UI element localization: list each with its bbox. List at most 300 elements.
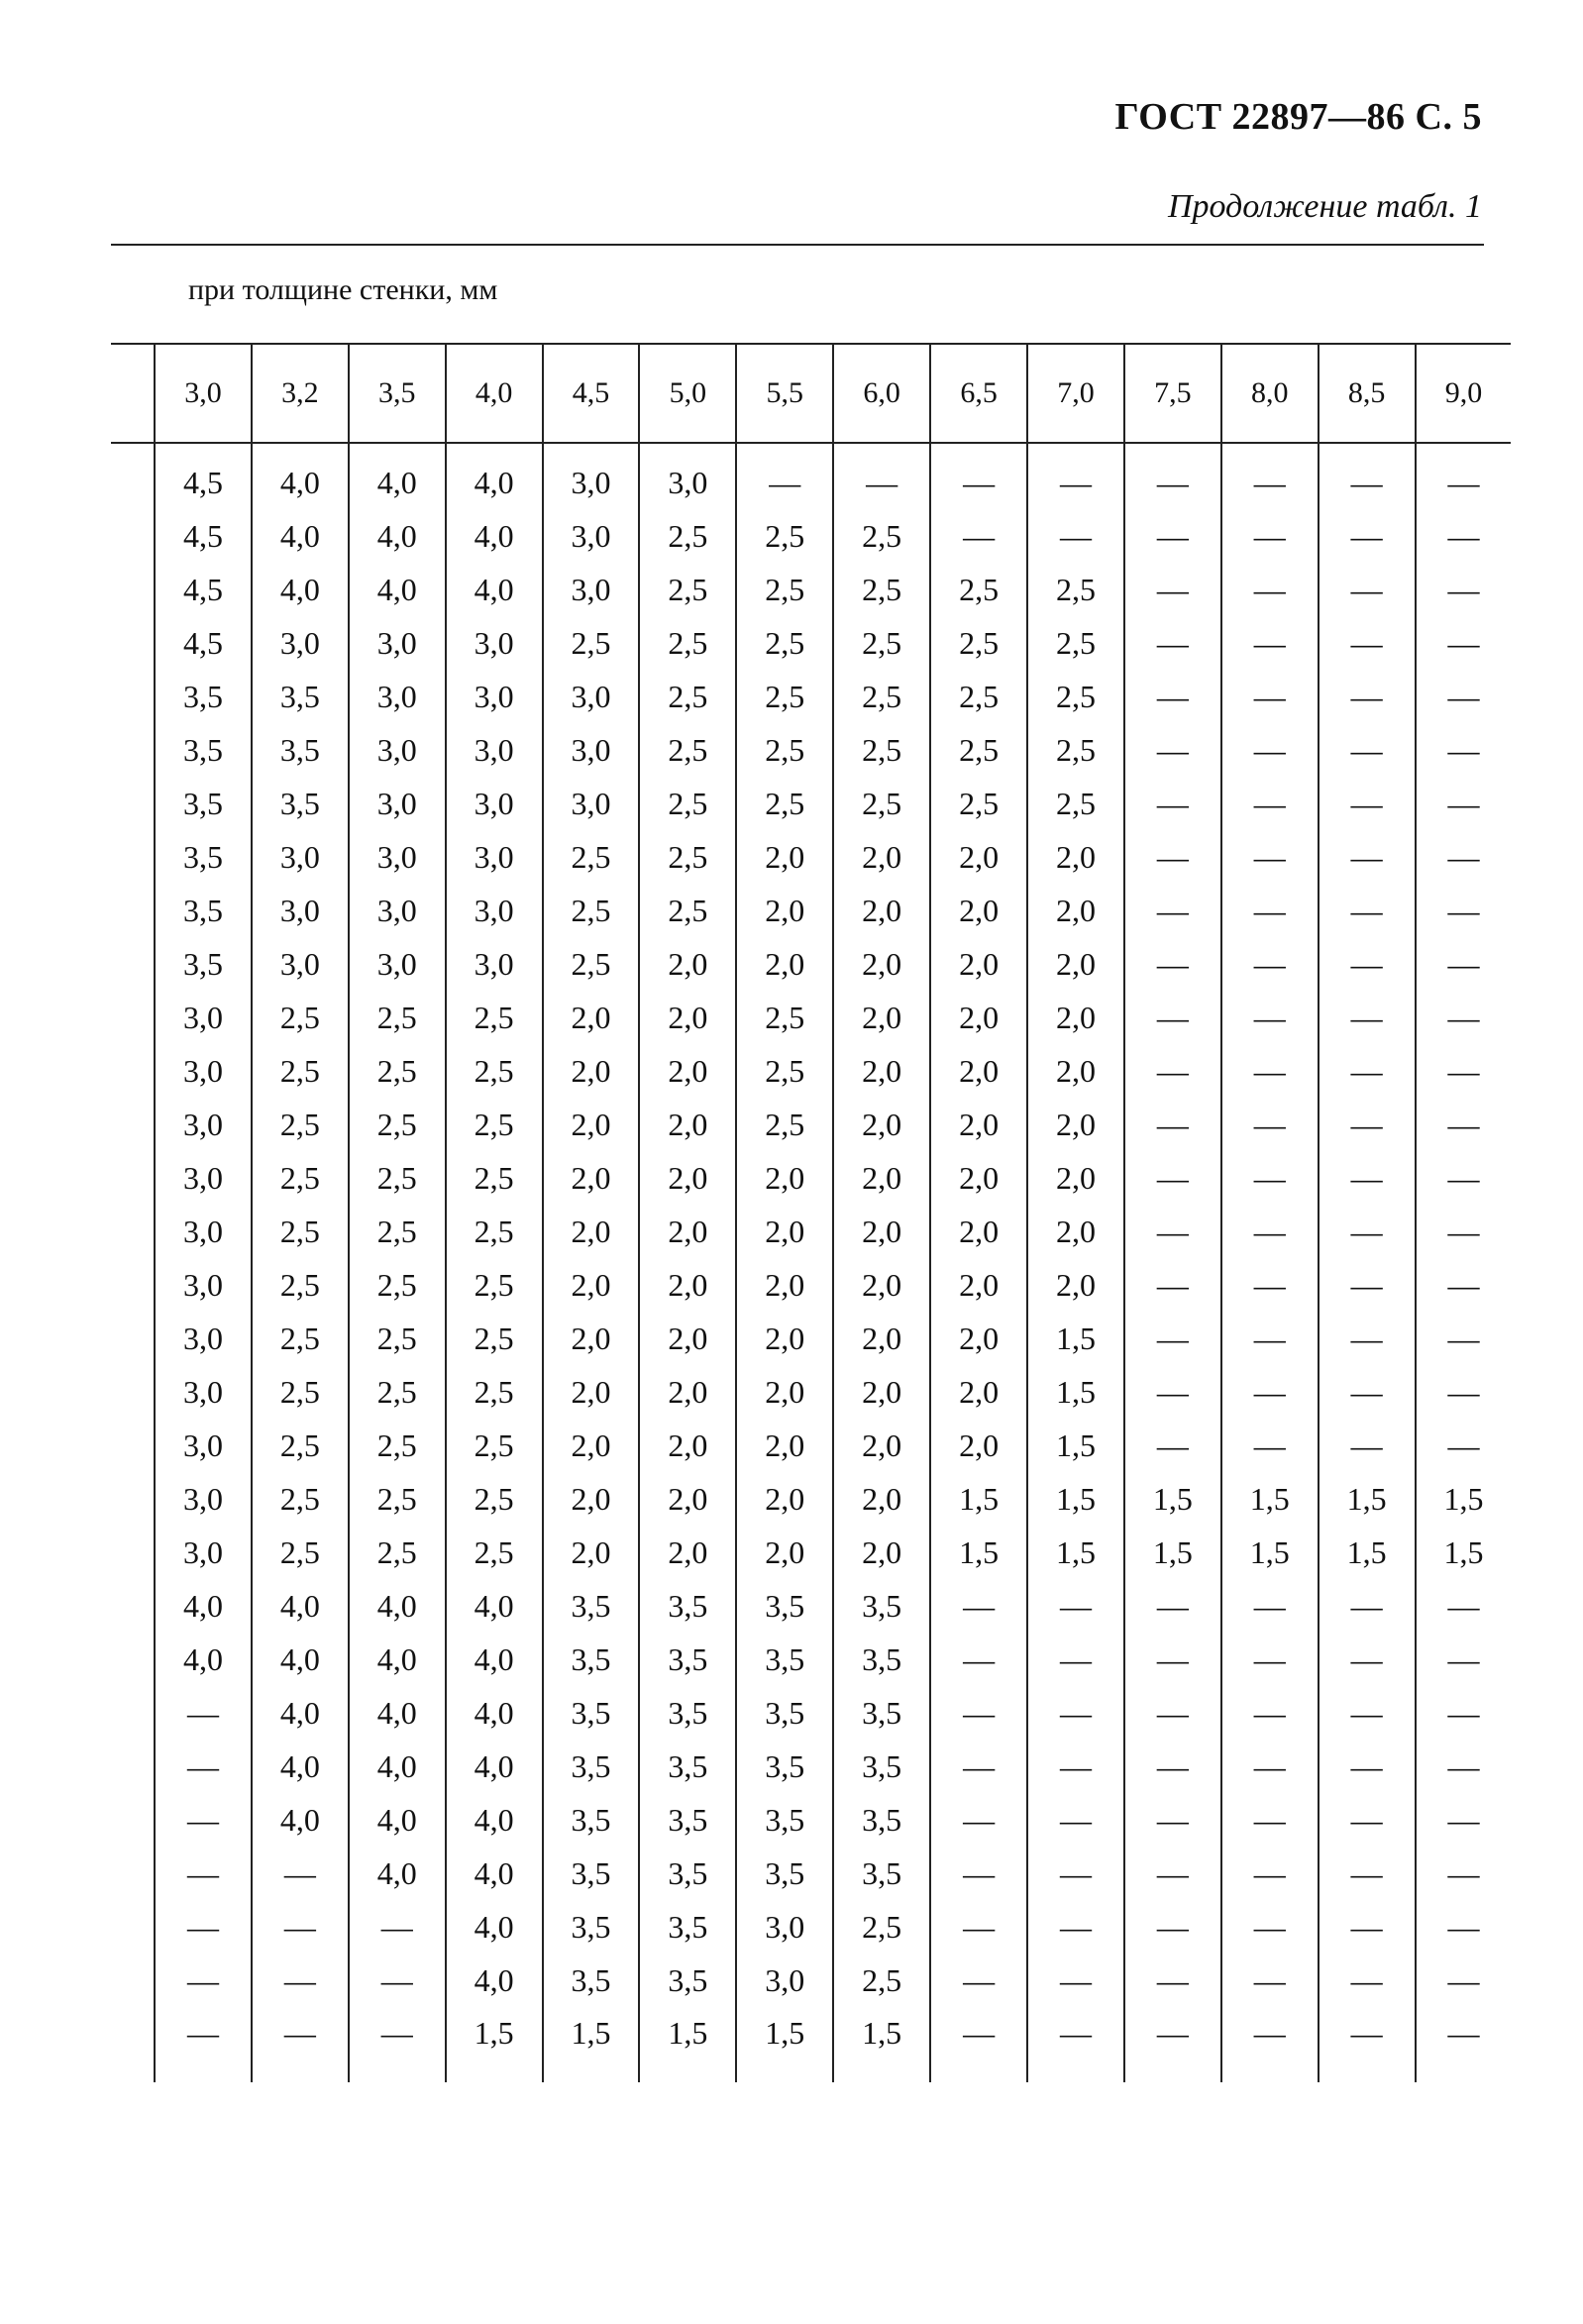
table-cell: 3,0 (349, 616, 446, 670)
table-row (155, 563, 1511, 616)
table-cell: 2,5 (252, 1044, 349, 1098)
table-cell: 2,0 (543, 1044, 640, 1098)
table-cell: 3,5 (833, 1579, 930, 1633)
table-cell: 3,0 (543, 509, 640, 563)
table-row (155, 1365, 1511, 1419)
table-cell: 2,5 (543, 937, 640, 991)
table-cell: 2,0 (543, 1472, 640, 1526)
table-cell: — (930, 1633, 1027, 1686)
table-cell: — (252, 2007, 349, 2082)
table-cell: 3,5 (543, 1740, 640, 1793)
table-cell: 3,5 (543, 1793, 640, 1847)
table-cell: — (1319, 1954, 1416, 2007)
table-cell: 2,5 (736, 1044, 833, 1098)
table-cell: 2,0 (930, 884, 1027, 937)
table-cell: 3,5 (639, 1740, 736, 1793)
table-cell: — (1221, 991, 1319, 1044)
table-cell: — (1221, 937, 1319, 991)
table-cell: 2,0 (736, 830, 833, 884)
table-cell: 4,0 (349, 1847, 446, 1900)
table-cell: — (349, 2007, 446, 2082)
table-cell: — (1124, 1633, 1221, 1686)
table-cell: 3,5 (833, 1793, 930, 1847)
table-cell: 2,0 (833, 991, 930, 1044)
table-cell: — (1416, 937, 1512, 991)
table-cell: 2,0 (639, 1365, 736, 1419)
table-cell: 3,0 (155, 1044, 252, 1098)
table-cell: — (1221, 1258, 1319, 1312)
table-cell: — (1319, 563, 1416, 616)
table-cell: 4,0 (349, 1579, 446, 1633)
table-cell: — (1124, 884, 1221, 937)
table-cell: 4,0 (446, 1847, 543, 1900)
table-cell: 2,5 (1027, 723, 1124, 777)
table-cell: — (1124, 1205, 1221, 1258)
table-cell: 2,0 (736, 937, 833, 991)
column-header: 9,0 (1416, 344, 1512, 443)
table-cell: 2,0 (736, 884, 833, 937)
table-cell: 4,0 (446, 1900, 543, 1954)
table-row (155, 1579, 1511, 1633)
table-cell: 2,0 (1027, 1151, 1124, 1205)
table-cell: 1,5 (930, 1526, 1027, 1579)
table-cell: 3,0 (155, 1205, 252, 1258)
table-cell: 4,0 (252, 1579, 349, 1633)
table-cell: 3,5 (155, 723, 252, 777)
table-cell: 2,0 (736, 1205, 833, 1258)
table-cell: 2,5 (930, 723, 1027, 777)
table-cell: 2,0 (833, 937, 930, 991)
table-cell: — (1319, 1686, 1416, 1740)
table-cell: 3,0 (155, 1365, 252, 1419)
table-row (155, 1847, 1511, 1900)
stub-rule-bottom (111, 442, 156, 444)
table-cell: — (1027, 1740, 1124, 1793)
table-cell: 3,0 (349, 937, 446, 991)
table-cell: — (1319, 777, 1416, 830)
table-cell: 2,0 (639, 1526, 736, 1579)
table-cell: — (349, 1900, 446, 1954)
table-cell: — (1319, 1151, 1416, 1205)
table-cell: 3,0 (446, 830, 543, 884)
table-row (155, 991, 1511, 1044)
table-cell: 3,0 (155, 1258, 252, 1312)
table-cell: — (1319, 1312, 1416, 1365)
table-cell: — (155, 2007, 252, 2082)
table-cell: — (1416, 443, 1512, 509)
table-cell: — (930, 1686, 1027, 1740)
column-header: 5,0 (639, 344, 736, 443)
table-cell: — (1416, 1312, 1512, 1365)
table-cell: 3,0 (543, 723, 640, 777)
table-cell: 1,5 (1416, 1526, 1512, 1579)
table-cell: — (1221, 1419, 1319, 1472)
table-cell: 2,5 (833, 670, 930, 723)
table-cell: 2,5 (833, 723, 930, 777)
table-cell: 3,0 (349, 830, 446, 884)
table-cell: — (1221, 1686, 1319, 1740)
table-cell: — (1027, 1579, 1124, 1633)
table-cell: — (930, 443, 1027, 509)
table-cell: — (155, 1954, 252, 2007)
table-cell: 2,5 (349, 1044, 446, 1098)
table-cell: — (1319, 1633, 1416, 1686)
table-cell: 3,0 (349, 777, 446, 830)
table-cell: — (1416, 1365, 1512, 1419)
table-cell: — (1416, 1793, 1512, 1847)
table-cell: 2,0 (1027, 937, 1124, 991)
table-cell: 2,5 (349, 1472, 446, 1526)
table-cell: — (1221, 777, 1319, 830)
table-cell: — (1124, 1258, 1221, 1312)
table-cell: — (1416, 991, 1512, 1044)
table-cell: 2,5 (639, 723, 736, 777)
table-cell: — (1416, 563, 1512, 616)
table-cell: 3,5 (736, 1740, 833, 1793)
table-cell: 2,0 (833, 830, 930, 884)
table-cell: — (1416, 1044, 1512, 1098)
table-cell: 3,5 (252, 723, 349, 777)
table-cell: 3,0 (446, 670, 543, 723)
table-cell: 3,5 (252, 670, 349, 723)
table-cell: — (1124, 670, 1221, 723)
table-cell: 3,5 (543, 1847, 640, 1900)
table-cell: 4,0 (252, 1633, 349, 1686)
table-cell: 3,0 (155, 1472, 252, 1526)
table-cell: — (1319, 616, 1416, 670)
table-cell: — (1221, 884, 1319, 937)
table-cell: 2,0 (736, 1151, 833, 1205)
table-cell: 3,5 (639, 1847, 736, 1900)
table-cell: — (1319, 1740, 1416, 1793)
table-cell: 3,5 (543, 1954, 640, 2007)
table-cell: 1,5 (639, 2007, 736, 2082)
table-cell: 4,0 (446, 1579, 543, 1633)
table-cell: — (155, 1900, 252, 1954)
table-cell: 2,0 (833, 1365, 930, 1419)
table-cell: 3,5 (736, 1793, 833, 1847)
table-cell: 2,0 (639, 1419, 736, 1472)
table-cell: 2,0 (543, 1258, 640, 1312)
table-cell: 2,5 (349, 1205, 446, 1258)
table-cell: — (155, 1740, 252, 1793)
table-cell: — (1416, 1686, 1512, 1740)
table-cell: — (252, 1954, 349, 2007)
table-cell: 1,5 (833, 2007, 930, 2082)
table-cell: — (1027, 443, 1124, 509)
table-cell: — (1124, 1044, 1221, 1098)
table-cell: 2,5 (349, 1365, 446, 1419)
table-cell: 2,0 (930, 1258, 1027, 1312)
table-row (155, 443, 1511, 509)
table-cell: — (1221, 1740, 1319, 1793)
table-cell: 3,5 (543, 1686, 640, 1740)
table-cell: 2,0 (639, 1312, 736, 1365)
table-cell: 2,0 (930, 1205, 1027, 1258)
table-cell: — (1124, 443, 1221, 509)
table-cell: 3,5 (155, 670, 252, 723)
table-cell: 2,0 (1027, 1205, 1124, 1258)
table-continuation-label: Продолжение табл. 1 (1167, 188, 1482, 225)
table-header-row (155, 344, 1511, 443)
table-cell: — (1416, 1847, 1512, 1900)
table-cell: — (1416, 1740, 1512, 1793)
table-cell: 3,5 (639, 1633, 736, 1686)
table-cell: 2,0 (833, 884, 930, 937)
table-cell: 2,5 (349, 1526, 446, 1579)
table-cell: 2,5 (349, 1098, 446, 1151)
table-cell: 4,5 (155, 616, 252, 670)
table-cell: — (1416, 1419, 1512, 1472)
table-cell: — (1124, 1900, 1221, 1954)
table-cell: 2,0 (833, 1098, 930, 1151)
table-cell: 4,0 (252, 1793, 349, 1847)
table-cell: 2,5 (833, 616, 930, 670)
column-header: 5,5 (736, 344, 833, 443)
table-row (155, 1419, 1511, 1472)
table-cell: — (252, 1900, 349, 1954)
table-cell: — (1221, 1365, 1319, 1419)
table-cell: — (1416, 616, 1512, 670)
table-cell: — (1221, 1312, 1319, 1365)
table-cell: 2,5 (736, 991, 833, 1044)
table-cell: — (1124, 509, 1221, 563)
table-cell: — (349, 1954, 446, 2007)
table-cell: 2,5 (446, 1098, 543, 1151)
table-cell: 4,0 (349, 1740, 446, 1793)
column-header: 6,0 (833, 344, 930, 443)
table-cell: 2,5 (349, 991, 446, 1044)
table-cell: 2,5 (252, 991, 349, 1044)
table-cell: 4,5 (155, 563, 252, 616)
table-cell: 2,0 (543, 1151, 640, 1205)
table-cell: — (1221, 1044, 1319, 1098)
table-cell: 2,0 (543, 1312, 640, 1365)
table-cell: — (1319, 1258, 1416, 1312)
table-cell: 3,0 (543, 670, 640, 723)
table-cell: 3,5 (639, 1900, 736, 1954)
table-cell: — (1416, 1579, 1512, 1633)
table-cell: 2,0 (930, 1365, 1027, 1419)
table-cell: 3,0 (736, 1954, 833, 2007)
table-cell: — (1319, 443, 1416, 509)
table-cell: 2,0 (1027, 1044, 1124, 1098)
table-cell: — (1221, 1633, 1319, 1686)
table-cell: — (1221, 509, 1319, 563)
table-cell: 3,0 (446, 777, 543, 830)
table-cell: — (1319, 1365, 1416, 1419)
table-cell: — (1124, 1365, 1221, 1419)
table-cell: — (155, 1686, 252, 1740)
table-cell: 4,0 (446, 1686, 543, 1740)
table-cell: 3,5 (736, 1686, 833, 1740)
table-cell: — (1416, 509, 1512, 563)
table-cell: 4,0 (446, 563, 543, 616)
table-cell: 3,0 (252, 937, 349, 991)
table-cell: — (1027, 1900, 1124, 1954)
table-cell: — (1124, 1740, 1221, 1793)
table-cell: 3,5 (155, 777, 252, 830)
table-cell: 3,0 (543, 443, 640, 509)
table-cell: — (1221, 2007, 1319, 2082)
table-cell: — (930, 1740, 1027, 1793)
table-cell: — (1416, 1954, 1512, 2007)
table-cell: 2,0 (1027, 1258, 1124, 1312)
table-cell: 3,0 (155, 1526, 252, 1579)
table-cell: 3,0 (252, 830, 349, 884)
table-cell: 4,0 (446, 1954, 543, 2007)
table-cell: 2,5 (833, 1900, 930, 1954)
table-cell: 3,5 (155, 937, 252, 991)
table-cell: 2,5 (446, 1419, 543, 1472)
table-cell: 4,0 (349, 1686, 446, 1740)
table-cell: 2,5 (446, 991, 543, 1044)
table-cell: 2,5 (543, 830, 640, 884)
column-header: 8,5 (1319, 344, 1416, 443)
table-cell: — (1221, 830, 1319, 884)
table-cell: 2,5 (639, 616, 736, 670)
table-cell: 2,5 (833, 1954, 930, 2007)
table-cell: 2,0 (736, 1419, 833, 1472)
table-cell: 2,0 (833, 1151, 930, 1205)
column-header: 3,0 (155, 344, 252, 443)
table-cell: 3,5 (639, 1954, 736, 2007)
table-cell: — (1221, 563, 1319, 616)
column-header: 7,0 (1027, 344, 1124, 443)
table-cell: 4,0 (155, 1579, 252, 1633)
table-cell: 2,0 (833, 1526, 930, 1579)
table-cell: 3,5 (639, 1579, 736, 1633)
table-cell: — (1124, 1847, 1221, 1900)
table-cell: 2,0 (639, 1044, 736, 1098)
table-cell: 3,0 (349, 670, 446, 723)
table-cell: — (930, 509, 1027, 563)
table-row (155, 1954, 1511, 2007)
table-row (155, 670, 1511, 723)
table-cell: 2,0 (930, 1098, 1027, 1151)
table-cell: 2,5 (349, 1151, 446, 1205)
table-cell: — (1319, 1205, 1416, 1258)
table-cell: 2,0 (639, 937, 736, 991)
table-cell: 2,5 (736, 777, 833, 830)
table-cell: — (1221, 1205, 1319, 1258)
table-cell: 4,0 (349, 1793, 446, 1847)
table-cell: 2,5 (639, 830, 736, 884)
table-cell: 2,5 (736, 723, 833, 777)
table-cell: 4,0 (446, 1633, 543, 1686)
table-cell: — (1221, 1098, 1319, 1151)
table-cell: 2,5 (930, 777, 1027, 830)
table-cell: — (1416, 830, 1512, 884)
table-cell: 1,5 (1027, 1365, 1124, 1419)
table-cell: 2,0 (639, 1098, 736, 1151)
table-row (155, 937, 1511, 991)
table-cell: — (1319, 1847, 1416, 1900)
table-cell: 4,0 (155, 1633, 252, 1686)
table-cell: 2,0 (543, 1098, 640, 1151)
table-cell: 4,0 (446, 509, 543, 563)
table-cell: 3,5 (543, 1579, 640, 1633)
table-cell: 2,5 (639, 777, 736, 830)
table-cell: — (1124, 1686, 1221, 1740)
table-cell: 2,0 (1027, 991, 1124, 1044)
table-row (155, 1044, 1511, 1098)
table-caption: при толщине стенки, мм (188, 273, 498, 306)
table-cell: 1,5 (1221, 1472, 1319, 1526)
table-cell: — (930, 1847, 1027, 1900)
table-cell: — (1124, 937, 1221, 991)
table-cell: — (1221, 616, 1319, 670)
table-row (155, 1151, 1511, 1205)
table-cell: 2,5 (543, 616, 640, 670)
table-cell: 2,5 (446, 1472, 543, 1526)
table-cell: — (1319, 723, 1416, 777)
table-cell: 3,0 (446, 884, 543, 937)
table-cell: 2,0 (833, 1258, 930, 1312)
table-cell: — (1027, 1847, 1124, 1900)
table-cell: 3,0 (349, 723, 446, 777)
table-cell: — (1124, 723, 1221, 777)
table-row (155, 1472, 1511, 1526)
table-cell: 1,5 (930, 1472, 1027, 1526)
table-cell: — (1416, 1633, 1512, 1686)
table-cell: — (930, 1579, 1027, 1633)
table-cell: 2,5 (833, 563, 930, 616)
table-cell: 3,5 (736, 1847, 833, 1900)
table-cell: — (1416, 723, 1512, 777)
table-cell: 3,0 (155, 1151, 252, 1205)
table-row (155, 1793, 1511, 1847)
table-cell: 3,5 (833, 1686, 930, 1740)
table-cell: — (1124, 2007, 1221, 2082)
table-cell: 3,5 (543, 1633, 640, 1686)
table-cell: 3,5 (639, 1686, 736, 1740)
table-row (155, 1633, 1511, 1686)
table-cell: 3,0 (155, 991, 252, 1044)
table-cell: — (1416, 777, 1512, 830)
column-header: 6,5 (930, 344, 1027, 443)
table-cell: 4,0 (446, 443, 543, 509)
table-cell: — (1124, 991, 1221, 1044)
header-rule (111, 244, 1484, 246)
table-cell: — (930, 1900, 1027, 1954)
table-cell: 2,5 (252, 1258, 349, 1312)
table-row (155, 509, 1511, 563)
table-cell: 1,5 (1124, 1472, 1221, 1526)
table-cell: 3,0 (446, 937, 543, 991)
table-row (155, 830, 1511, 884)
table-cell: 2,5 (1027, 777, 1124, 830)
table-row (155, 1686, 1511, 1740)
table-cell: 2,0 (833, 1419, 930, 1472)
table-cell: 4,0 (252, 563, 349, 616)
table-cell: 2,5 (252, 1151, 349, 1205)
table-cell: 2,0 (1027, 1098, 1124, 1151)
table-cell: — (1416, 1151, 1512, 1205)
table-cell: 3,5 (543, 1900, 640, 1954)
table-cell: 1,5 (1416, 1472, 1512, 1526)
table-cell: 2,5 (736, 1098, 833, 1151)
table-row (155, 616, 1511, 670)
table-cell: 2,0 (639, 991, 736, 1044)
table-cell: 4,5 (155, 509, 252, 563)
table-cell: 4,5 (155, 443, 252, 509)
table-cell: 2,0 (930, 991, 1027, 1044)
table-cell: 3,0 (543, 563, 640, 616)
table-cell: 2,0 (639, 1258, 736, 1312)
table-cell: 2,5 (252, 1526, 349, 1579)
table-cell: 2,5 (252, 1098, 349, 1151)
